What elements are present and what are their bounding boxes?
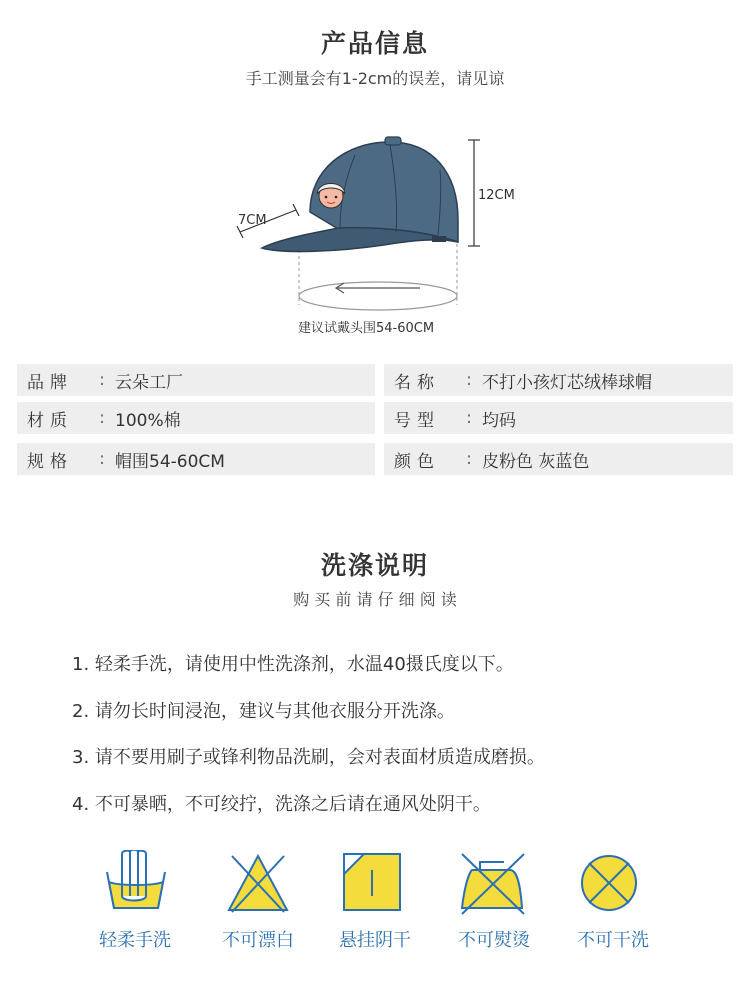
spec-row-brand: 品牌 : 云朵工厂 [17,364,375,396]
spec-value: 100%棉 [115,410,181,431]
product-info-subtitle: 手工测量会有1-2cm的误差，请见谅 [245,69,505,88]
spec-row-name: 名称 : 不打小孩灯芯绒棒球帽 [384,364,733,396]
instruction-item: 4. 不可暴晒，不可绞拧，洗涤之后请在通风处阴干。 [72,794,491,815]
spec-label: 号型 [394,410,440,431]
no-dry-clean-icon [578,852,640,914]
hang-dry-icon [342,852,402,912]
cap-size-diagram [0,120,750,345]
spec-value: 帽围54-60CM [115,451,225,472]
care-label-hand-wash: 轻柔手洗 [99,930,171,951]
instruction-item: 1. 轻柔手洗，请使用中性洗涤剂，水温40摄氏度以下。 [72,654,514,675]
cap-illustration [262,137,458,251]
hand-wash-icon [104,850,168,914]
instruction-item: 2. 请勿长时间浸泡，建议与其他衣服分开洗涤。 [72,701,455,722]
spec-label: 品牌 [27,372,73,393]
spec-row-size: 号型 : 均码 [384,402,733,434]
care-label-no-dry-clean: 不可干洗 [577,930,649,951]
height-label: 12CM [478,188,515,203]
spec-label: 颜色 [394,451,440,472]
no-iron-icon [458,850,528,916]
care-label-no-bleach: 不可漂白 [222,930,294,951]
instruction-item: 3. 请不要用刷子或锋利物品洗刷，会对表面材质造成磨损。 [72,747,545,768]
circumference-ellipse [299,282,457,310]
spec-label: 材质 [27,410,73,431]
care-label-no-iron: 不可熨烫 [458,930,530,951]
spec-value: 不打小孩灯芯绒棒球帽 [482,372,652,393]
care-label-hang-dry: 悬挂阴干 [339,930,411,951]
washing-title: 洗涤说明 [320,551,429,580]
spec-value: 均码 [482,410,516,431]
washing-subtitle: 购 买 前 请 仔 细 阅 读 [293,590,457,609]
circumference-label: 建议试戴头围54-60CM [298,321,435,336]
brim-label: 7CM [238,213,267,228]
spec-row-color: 颜色 : 皮粉色 灰蓝色 [384,443,733,475]
no-bleach-icon [226,852,290,916]
spec-row-material: 材质 : 100%棉 [17,402,375,434]
spec-label: 规格 [27,451,73,472]
product-info-title: 产品信息 [320,29,429,58]
spec-value: 皮粉色 灰蓝色 [482,451,590,472]
spec-value: 云朵工厂 [115,372,183,393]
spec-label: 名称 [394,372,440,393]
spec-row-spec: 规格 : 帽围54-60CM [17,443,375,475]
